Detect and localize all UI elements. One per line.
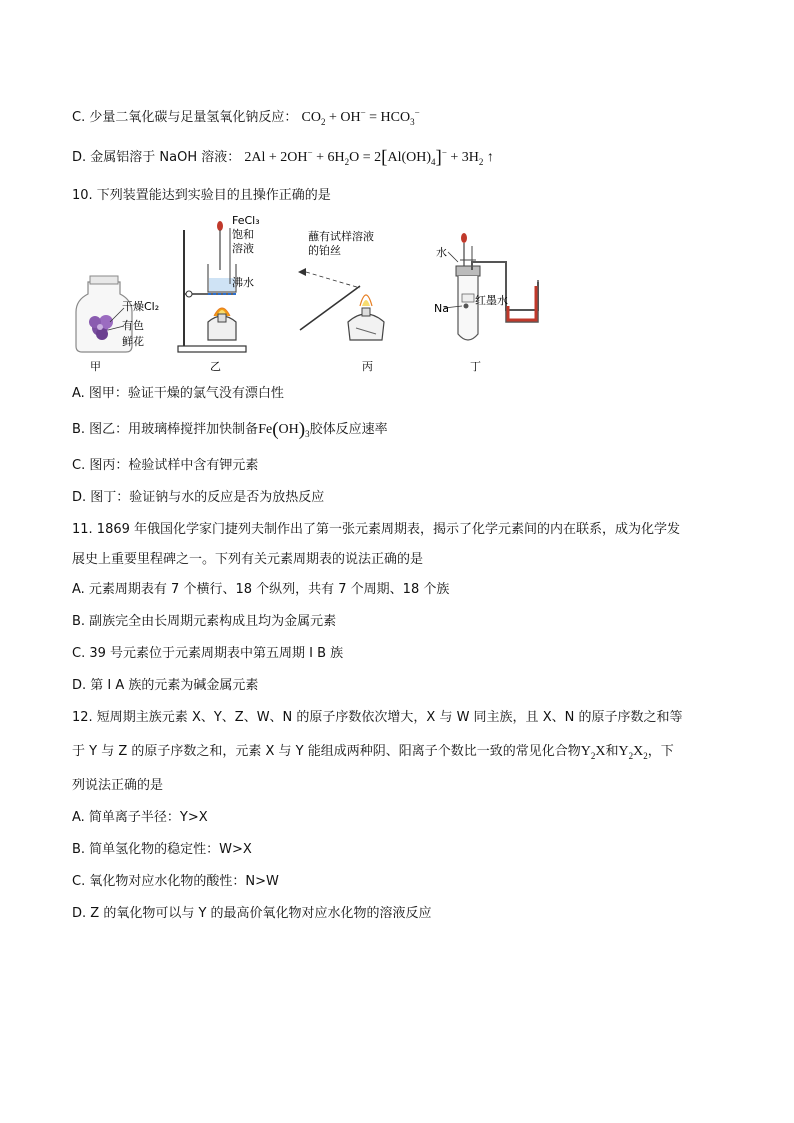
stem-text-tail: ，下 <box>647 744 674 759</box>
jia-label-colored: 有色 <box>122 319 144 332</box>
figure-yi <box>178 214 260 373</box>
yi-label-fecl3: FeCl₃ <box>232 214 260 227</box>
bing-caption: 丙 <box>362 360 373 373</box>
formula-y2x: $Y_2X$ <box>580 744 606 761</box>
yi-caption: 乙 <box>210 360 221 373</box>
question-12-stem-line1: 12. 短周期主族元素 X、Y、Z、W、N 的原子序数依次增大，X 与 W 同主族，且 X、N 的原子序数之和等 <box>72 710 683 725</box>
question-12-option-c: C. 氧化物对应水化物的酸性：N>W <box>72 874 279 889</box>
question-12-option-d: D. Z 的氧化物可以与 Y 的最高价氧化物对应水化物的溶液反应 <box>72 906 432 921</box>
question-11-option-a: A. 元素周期表有 7 个横行、18 个纵列，共有 7 个周期、18 个族 <box>72 582 450 597</box>
figure-bing <box>298 229 384 373</box>
question-12-stem-line2 <box>72 742 674 762</box>
option-text: B. 图乙：用玻璃棒搅拌加快制备 <box>72 422 259 437</box>
question-11-option-d: D. 第 I A 族的元素为碱金属元素 <box>72 678 259 693</box>
option-text: C. 少量二氧化碳与足量氢氧化钠反应： <box>72 110 298 125</box>
jia-label-flower: 鲜花 <box>122 335 144 348</box>
jia-label-dry-cl2: 干燥Cl₂ <box>122 300 160 313</box>
bing-label-wire: 的铂丝 <box>308 244 341 257</box>
apparatus-figure <box>60 210 660 380</box>
ding-label-red-ink: 红墨水 <box>475 294 508 307</box>
option-text: D. 金属铝溶于 NaOH 溶液： <box>72 150 241 165</box>
question-12-stem-line3: 列说法正确的是 <box>72 778 164 793</box>
equation-d: $2Al + 2OH^- + 6H_2O = 2[Al(OH)_4]^- + 3H_2$ ↑ <box>244 147 494 168</box>
ding-caption: 丁 <box>470 360 481 373</box>
formula-y2x2: $Y_2X_2$ <box>618 744 648 761</box>
figure-ding <box>434 233 538 373</box>
yi-label-solution: 溶液 <box>232 242 254 255</box>
stem-text: 于 Y 与 Z 的原子序数之和，元素 X 与 Y 能组成两种阴、阳离子个数比一致的常见化合物 <box>72 744 581 759</box>
ding-label-na: Na <box>434 302 449 315</box>
question-10-option-a: A. 图甲：验证干燥的氯气没有漂白性 <box>72 386 284 401</box>
ding-label-water: 水 <box>436 246 447 259</box>
question-10-stem: 10. 下列装置能达到实验目的且操作正确的是 <box>72 188 331 203</box>
bing-label-sample: 蘸有试样溶液 <box>308 230 374 243</box>
option-text-tail: 胶体反应速率 <box>309 422 388 437</box>
question-10-option-c: C. 图丙：检验试样中含有钾元素 <box>72 458 259 473</box>
option-d-previous <box>72 148 494 168</box>
yi-label-boiling-water: 沸水 <box>232 276 254 289</box>
stem-text-and: 和 <box>605 744 619 759</box>
question-12-option-b: B. 简单氢化物的稳定性：W>X <box>72 842 252 857</box>
question-10-option-b <box>72 420 388 440</box>
figure-jia <box>76 276 159 373</box>
jia-caption: 甲 <box>90 360 101 373</box>
equation-c: $CO_2 + OH^- = HCO_3^-$ <box>301 107 420 127</box>
question-12-option-a: A. 简单离子半径：Y>X <box>72 810 208 825</box>
eye-icon <box>298 268 306 276</box>
question-11-stem-line2: 展史上重要里程碑之一。下列有关元素周期表的说法正确的是 <box>72 552 424 567</box>
question-11-stem-line1: 11. 1869 年俄国化学家门捷列夫制作出了第一张元素周期表，揭示了化学元素间的内在联系，成为化学发 <box>72 522 681 537</box>
option-c-previous <box>72 108 420 128</box>
question-11-option-c: C. 39 号元素位于元素周期表中第五周期 I B 族 <box>72 646 344 661</box>
yi-label-saturated: 饱和 <box>232 228 254 241</box>
question-10-option-d: D. 图丁：验证钠与水的反应是否为放热反应 <box>72 490 325 505</box>
question-11-option-b: B. 副族完全由长周期元素构成且均为金属元素 <box>72 614 337 629</box>
formula-fe-oh-3: $Fe(OH)_3$ <box>258 419 310 440</box>
